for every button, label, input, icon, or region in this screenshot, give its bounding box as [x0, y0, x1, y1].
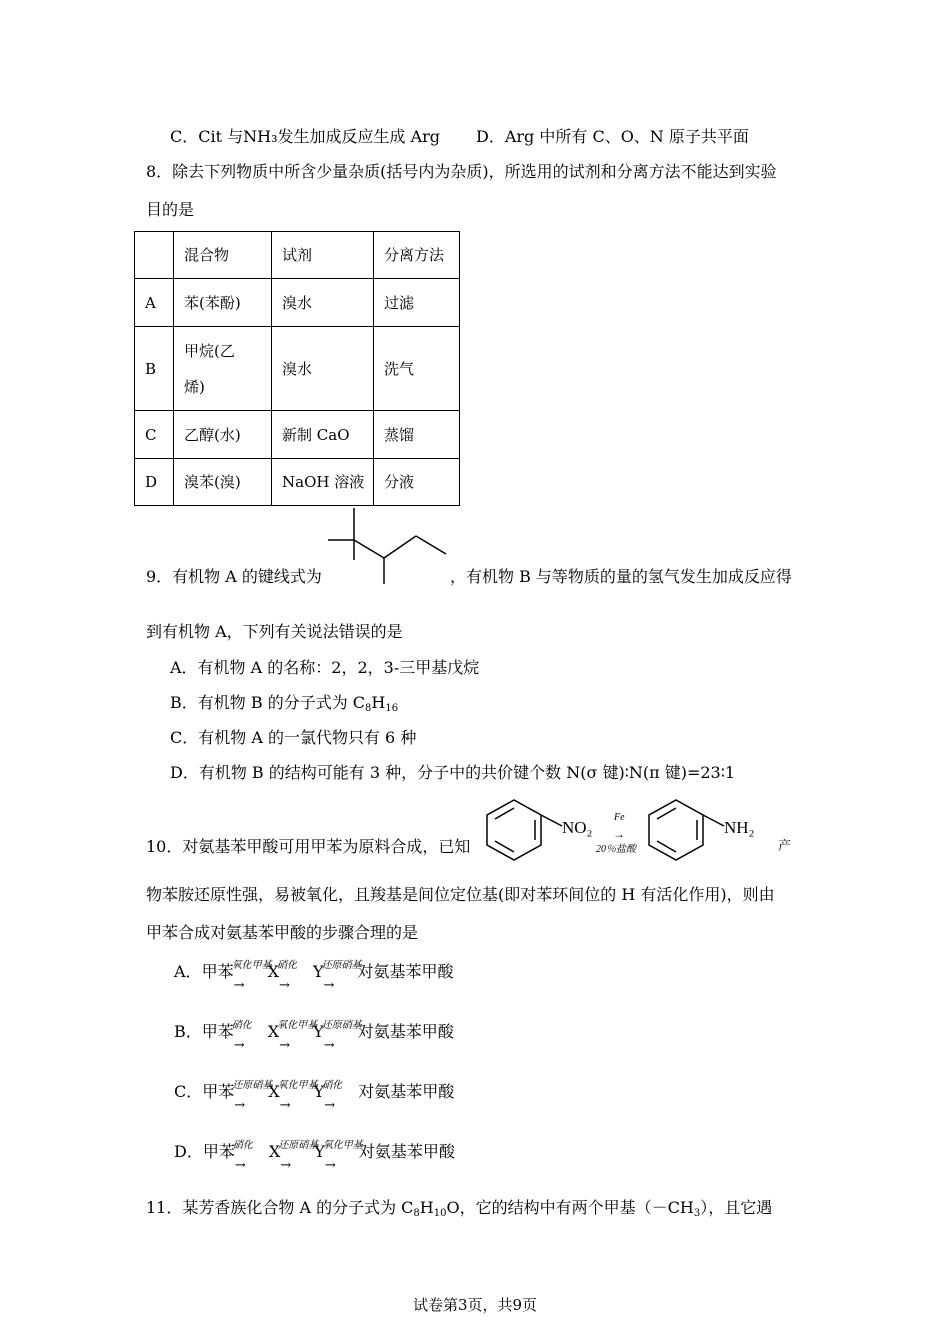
- q9-option-c: C．有机物 A 的一氯代物只有 6 种: [170, 728, 417, 747]
- table-row: [135, 327, 460, 411]
- arrow-icon: →: [279, 1038, 291, 1053]
- q9-option-a: A．有机物 A 的名称：2，2，3-三甲基戊烷: [170, 658, 480, 677]
- cell-reagent: 溴水: [272, 279, 374, 327]
- q8-stem-line2: 目的是: [146, 200, 195, 219]
- reaction-step: [277, 1020, 318, 1053]
- reaction-step: [278, 1140, 319, 1173]
- step-condition: 还原硝基: [278, 1140, 319, 1151]
- q9-option-d: D．有机物 B 的结构可能有 3 种，分子中的共价键个数 N(σ 键)∶N(π 键)=23∶1: [170, 763, 736, 782]
- intermediate-y: Y: [312, 962, 324, 981]
- arrow-icon: →: [280, 1158, 292, 1173]
- q10-stem-line3: 甲苯合成对氨基苯甲酸的步骤合理的是: [146, 923, 419, 942]
- step-condition: 硝化: [231, 1020, 252, 1031]
- cell-mixture: 溴苯(溴): [174, 459, 272, 506]
- arrow-icon: →: [234, 1158, 246, 1173]
- intermediate-x: X: [268, 1142, 281, 1161]
- arrow-icon: →: [324, 1158, 336, 1173]
- intermediate-y: Y: [313, 1022, 324, 1041]
- start-material: 甲苯: [202, 1082, 235, 1101]
- row-label: A: [135, 279, 174, 327]
- option-label: B．: [174, 1022, 202, 1041]
- subscript: 10: [433, 1208, 447, 1219]
- table-row: [135, 279, 460, 327]
- q10-option-a: [174, 960, 454, 993]
- reaction-step: [232, 1140, 269, 1173]
- reaction-scheme: [480, 794, 800, 864]
- arrow-icon: →: [278, 978, 290, 993]
- reaction-step: [231, 960, 272, 993]
- reaction-step: [322, 1080, 358, 1113]
- q11-text: ），且它遇: [700, 1198, 773, 1217]
- q11-text: 11．某芳香族化合物 A 的分子式为 C: [146, 1198, 414, 1217]
- row-label: C: [135, 411, 174, 459]
- q11-text: O，它的结构中有两个甲基（－CH: [446, 1198, 694, 1217]
- final-product: 对氨基苯甲酸: [357, 1022, 454, 1041]
- step-condition: 氧化甲基: [322, 1140, 363, 1151]
- cell-mixture: 乙醇(水): [174, 411, 272, 459]
- cell-method: 分液: [374, 459, 460, 506]
- formula-element: H: [371, 693, 386, 712]
- reaction-step: [321, 960, 362, 993]
- q9-stem-post: ，有机物 B 与等物质的量的氢气发生加成反应得: [450, 567, 792, 586]
- intermediate-x: X: [267, 962, 279, 981]
- step-condition: 硝化: [276, 960, 297, 971]
- arrow-icon: →: [323, 1038, 335, 1053]
- q10-option-c: [174, 1080, 455, 1113]
- cell-reagent: 新制 CaO: [272, 411, 374, 459]
- header-cell: 混合物: [174, 232, 272, 279]
- reaction-step: [231, 1020, 268, 1053]
- q9-option-b: [170, 693, 398, 719]
- step-condition: 还原硝基: [321, 1020, 362, 1031]
- intermediate-x: X: [268, 1082, 280, 1101]
- q10-stem-pre: 10．对氨基苯甲酸可用甲苯为原料合成，已知: [146, 837, 471, 856]
- reaction-condition-fe: Fe: [614, 812, 625, 823]
- q10-option-d: [174, 1140, 455, 1173]
- nitro-group-label: NO₂: [562, 818, 593, 837]
- header-cell: 分离方法: [374, 232, 460, 279]
- step-condition: 硝化: [232, 1140, 253, 1151]
- reaction-step: [277, 1080, 318, 1113]
- table-row: [135, 411, 460, 459]
- arrow-icon: →: [323, 978, 335, 993]
- step-condition: 氧化甲基: [277, 1080, 318, 1091]
- cell-method: 蒸馏: [374, 411, 460, 459]
- arrow-icon: →: [279, 1098, 291, 1113]
- reaction-condition-hcl: 20％盐酸: [596, 844, 636, 855]
- cell-method: 洗气: [374, 327, 460, 411]
- header-cell: [135, 232, 174, 279]
- q11-stem: [146, 1198, 772, 1224]
- q9-stem-line2: 到有机物 A，下列有关说法错误的是: [146, 622, 403, 641]
- subscript: 8: [413, 1208, 420, 1219]
- subscript: 8: [365, 703, 372, 714]
- q9-option-b-text: B．有机物 B 的分子式为 C: [170, 693, 366, 712]
- arrow-icon: →: [324, 1098, 336, 1113]
- option-label: A．: [174, 962, 202, 981]
- benzene-ring-icon: [487, 800, 541, 860]
- step-condition: 还原硝基: [321, 960, 362, 971]
- reaction-arrow-icon: →: [613, 827, 625, 841]
- step-condition: 硝化: [322, 1080, 343, 1091]
- option-label: D．: [174, 1142, 203, 1161]
- q8-table: [134, 231, 460, 506]
- cell-mixture: 苯(苯酚): [174, 279, 272, 327]
- skeletal-formula-image: [320, 506, 450, 586]
- q8-stem-line1: 8．除去下列物质中所含少量杂质(括号内为杂质)，所选用的试剂和分离方法不能达到实验: [146, 162, 777, 181]
- q7-option-c: C．Cit 与NH₃发生加成反应生成 Arg: [170, 127, 441, 146]
- subscript: 16: [385, 703, 399, 714]
- step-condition: 氧化甲基: [231, 960, 272, 971]
- reaction-step: [232, 1080, 273, 1113]
- intermediate-y: Y: [313, 1082, 325, 1101]
- cell-method: 过滤: [374, 279, 460, 327]
- table-row: [135, 459, 460, 506]
- start-material: 甲苯: [201, 962, 234, 981]
- start-material: 甲苯: [202, 1142, 235, 1161]
- arrow-icon: →: [233, 1038, 245, 1053]
- final-product: 对氨基苯甲酸: [357, 962, 454, 981]
- cell-reagent: 溴水: [272, 327, 374, 411]
- reaction-step: [322, 1140, 363, 1173]
- q9-stem-pre: 9．有机物 A 的键线式为: [146, 567, 322, 586]
- arrow-icon: →: [233, 978, 245, 993]
- subscript: 3: [693, 1208, 701, 1219]
- formula-element: H: [419, 1198, 434, 1217]
- step-condition: 还原硝基: [232, 1080, 273, 1091]
- final-product: 对氨基苯甲酸: [358, 1142, 455, 1161]
- arrow-icon: →: [234, 1098, 246, 1113]
- row-label: B: [135, 327, 174, 411]
- header-cell: 试剂: [272, 232, 374, 279]
- start-material: 甲苯: [201, 1022, 234, 1041]
- reaction-step: [321, 1020, 362, 1053]
- intermediate-x: X: [267, 1022, 280, 1041]
- cell-mixture-line1: 甲烷(乙: [184, 341, 235, 360]
- cell-reagent: NaOH 溶液: [272, 459, 374, 506]
- final-product: 对氨基苯甲酸: [358, 1082, 455, 1101]
- intermediate-y: Y: [314, 1142, 325, 1161]
- q10-stem-line2: 物苯胺还原性强，易被氧化，且羧基是间位定位基(即对苯环间位的 H 有活化作用)，则由: [146, 885, 775, 904]
- reaction-step: [276, 960, 313, 993]
- page-footer: 试卷第3页，共9页: [412, 1296, 538, 1314]
- q7-option-d: D．Arg 中所有 C、O、N 原子共平面: [476, 127, 749, 146]
- q10-option-b: [174, 1020, 454, 1053]
- cell-mixture-line2: 烯): [184, 377, 205, 396]
- benzene-ring-icon: [649, 800, 703, 860]
- cell-mixture: [174, 327, 272, 411]
- row-label: D: [135, 459, 174, 506]
- q10-stem-tail: 产: [778, 839, 792, 854]
- table-header-row: [135, 232, 460, 279]
- option-label: C．: [174, 1082, 203, 1101]
- step-condition: 氧化甲基: [277, 1020, 318, 1031]
- amino-group-label: NH₂: [724, 818, 755, 837]
